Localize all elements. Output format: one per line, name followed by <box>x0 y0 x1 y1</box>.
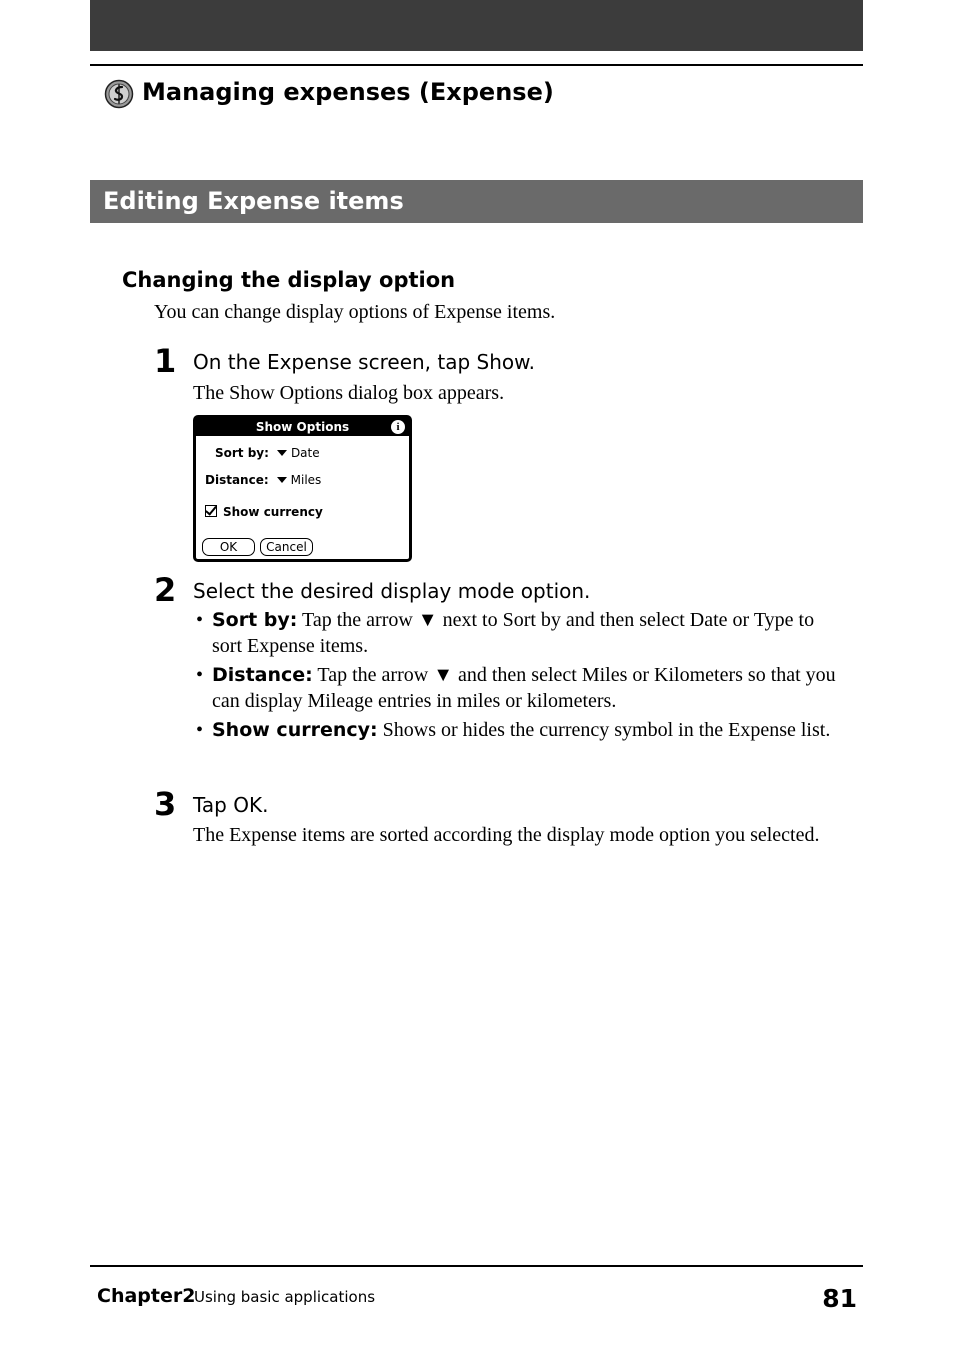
step-number: 3 <box>154 785 177 823</box>
sort-by-value[interactable]: Date <box>290 446 320 460</box>
dialog-title-bar <box>196 418 409 436</box>
distance-row <box>205 472 321 488</box>
dropdown-arrow-icon[interactable] <box>277 450 287 456</box>
ok-button[interactable]: OK <box>202 538 255 556</box>
show-currency-checkbox[interactable] <box>205 505 217 517</box>
footer-rule <box>90 1265 863 1267</box>
step-note: The Expense items are sorted according the display mode option you selected. <box>193 824 820 846</box>
dialog-title: Show Options <box>255 420 350 434</box>
section-title: Editing Expense items <box>103 187 404 215</box>
bullet-dot: • <box>196 664 204 686</box>
show-options-dialog <box>193 415 412 562</box>
bullet-term: Sort by: <box>212 609 298 631</box>
sort-by-row <box>215 445 320 461</box>
list-item <box>196 607 846 659</box>
step-text: On the Expense screen, tap Show. <box>193 350 536 374</box>
expense-app-icon <box>104 79 134 109</box>
bullet-dot: • <box>196 609 204 631</box>
show-currency-label: Show currency <box>223 505 323 519</box>
footer-description: Using basic applications <box>194 1288 376 1306</box>
list-item <box>196 662 846 714</box>
header-bar <box>90 0 863 51</box>
header-rule <box>90 64 863 66</box>
info-icon[interactable]: i <box>391 420 405 434</box>
dropdown-arrow-icon[interactable] <box>277 477 287 483</box>
show-currency-row[interactable] <box>205 504 323 520</box>
bullet-desc: Tap the arrow ▼ and then select Miles or Kilometers so that you can display Mileage entries in miles or kilometers. <box>212 664 836 712</box>
bullet-dot: • <box>196 719 204 741</box>
section-bar <box>90 180 863 223</box>
subsection-title: Changing the display option <box>122 268 456 292</box>
page-title: Managing expenses (Expense) <box>142 78 554 106</box>
distance-label: Distance: <box>205 473 269 487</box>
step-text: Tap OK. <box>193 793 269 817</box>
step-note: The Show Options dialog box appears. <box>193 382 505 404</box>
sort-by-label: Sort by: <box>215 446 269 460</box>
step-text: Select the desired display mode option. <box>193 579 591 603</box>
page-number: 81 <box>822 1284 857 1313</box>
bullet-term: Distance: <box>212 664 313 686</box>
distance-value[interactable]: Miles <box>290 473 322 487</box>
bullet-term: Show currency: <box>212 719 378 741</box>
option-list <box>196 607 846 746</box>
step-number: 2 <box>154 571 177 609</box>
footer-chapter: Chapter2 <box>97 1285 196 1307</box>
bullet-desc: Tap the arrow ▼ next to Sort by and then select Date or Type to sort Expense items. <box>212 609 815 657</box>
step-number: 1 <box>154 342 177 380</box>
list-item <box>196 717 846 743</box>
bullet-desc: Shows or hides the currency symbol in the Expense list. <box>377 719 831 741</box>
intro-text: You can change display options of Expense items. <box>154 301 556 323</box>
cancel-button[interactable]: Cancel <box>260 538 313 556</box>
